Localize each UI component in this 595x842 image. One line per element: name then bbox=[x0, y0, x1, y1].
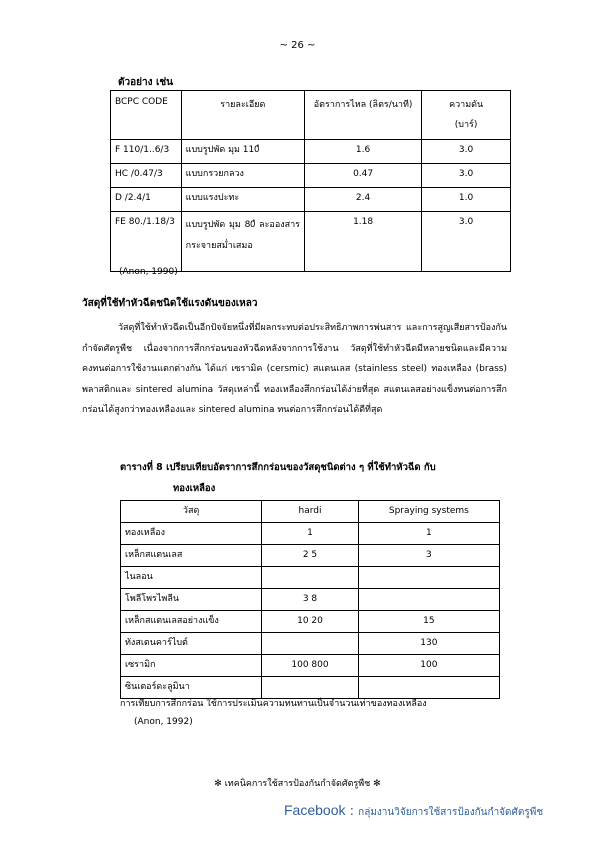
cell-pressure: 1.0 bbox=[422, 188, 511, 212]
example-title: ตัวอย่าง เช่น bbox=[118, 77, 173, 88]
table-header-row bbox=[121, 501, 500, 523]
cell-spraying: 100 bbox=[358, 655, 499, 677]
cell-hardi: 2 5 bbox=[262, 545, 359, 567]
table-row bbox=[121, 611, 500, 633]
header-detail: รายละเอียด bbox=[181, 91, 304, 140]
cell-material: ซินเตอร์ดะลูมินา bbox=[121, 677, 262, 699]
cell-detail: แบบกรวยกลวง bbox=[181, 164, 304, 188]
cell-spraying bbox=[358, 567, 499, 589]
cell-code: F 110/1..6/3 bbox=[111, 140, 182, 164]
cell-material: ทังสเตนคาร์ไบต์ bbox=[121, 633, 262, 655]
table-row bbox=[111, 140, 511, 164]
header-pressure bbox=[422, 91, 511, 140]
cell-material: เหล็กสแตนเลส bbox=[121, 545, 262, 567]
cell-spraying: 3 bbox=[358, 545, 499, 567]
cell-hardi: 3 8 bbox=[262, 589, 359, 611]
nozzle-example-table bbox=[110, 90, 511, 272]
table-note: การเทียบการสึกกร่อน ใช้การประเมินความทนทานเป็นจำนวนเท่าของทองเหลือง bbox=[120, 699, 427, 709]
page-footer: ✻ เทคนิคการใช้สารป้องกันกำจัดศัตรูพืช ✻ bbox=[214, 779, 381, 789]
header-hardi: hardi bbox=[262, 501, 359, 523]
cell-pressure: 3.0 bbox=[422, 164, 511, 188]
cell-material: ทองเหลือง bbox=[121, 523, 262, 545]
facebook-label: Facebook bbox=[284, 802, 346, 818]
cell-spraying: 15 bbox=[358, 611, 499, 633]
table-caption: ตารางที่ 8 เปรียบเทียบอัตราการสึกกร่อนของวัสดุชนิดต่าง ๆ ที่ใช้ทำหัวฉีด กับ bbox=[120, 462, 436, 473]
header-pressure-line2: (บาร์) bbox=[454, 120, 478, 130]
cell-hardi: 100 800 bbox=[262, 655, 359, 677]
cell-code: HC /0.47/3 bbox=[111, 164, 182, 188]
table-row bbox=[121, 633, 500, 655]
facebook-credit[interactable] bbox=[284, 802, 543, 820]
cell-detail: แบบรูปพัด มุม 80ํ ละอองสารกระจายสม่ำเสมอ bbox=[181, 212, 304, 272]
cell-pressure: 3.0 bbox=[422, 212, 511, 272]
cell-spraying: 1 bbox=[358, 523, 499, 545]
cell-material: เหล็กสแตนเลสอย่างแข็ง bbox=[121, 611, 262, 633]
header-spraying: Spraying systems bbox=[358, 501, 499, 523]
header-code: BCPC CODE bbox=[111, 91, 182, 140]
facebook-separator: : bbox=[345, 804, 359, 819]
header-material: วัสดุ bbox=[121, 501, 262, 523]
table-row bbox=[121, 655, 500, 677]
cell-flow: 0.47 bbox=[305, 164, 422, 188]
section-heading: วัสดุที่ใช้ทำหัวฉีดชนิดใช้แรงดันของเหลว bbox=[82, 298, 258, 309]
cell-spraying: 130 bbox=[358, 633, 499, 655]
table-caption-continued: ทองเหลือง bbox=[173, 483, 216, 494]
body-paragraph: วัสดุที่ใช้ทำหัวฉีดเป็นอีกปัจจัยหนึ่งที่มีผลกระทบต่อประสิทธิภาพการพ่นสาร และการสูญเสียสารป้องกันกำจัดศัตรูพืช เนื่องจากการสึกกร่อนของหัวฉีดหลังจากการใช้งาน วัสดุที่ใช้ทำหัวฉีดมีหลายชนิดและมีความคงทนต่อการใช้งานแตกต่างกัน ได้แก่ เซรามิค (cersmic) สแตนเลส (stainless steel) ทองเหลือง (brass) พลาสติกและ sintered alumina วัสดุเหล่านี้ ทองเหลืองสึกกร่อนได้ง่ายที่สุด สแตนเลสอย่างแข็งทนต่อการสึกกร่อนได้สูงกว่าทองเหลืองและ sintered alumina ทนต่อการสึกกร่อนได้ดีที่สุด bbox=[82, 323, 507, 415]
table-header-row bbox=[111, 91, 511, 140]
table-source: (Anon, 1992) bbox=[134, 717, 193, 727]
cell-code: D /2.4/1 bbox=[111, 188, 182, 212]
cell-detail: แบบแรงปะทะ bbox=[181, 188, 304, 212]
header-pressure-line1: ความดัน bbox=[449, 100, 484, 110]
table-row bbox=[121, 567, 500, 589]
cell-code: FE 80./1.18/3 bbox=[111, 212, 182, 272]
table-row bbox=[121, 545, 500, 567]
cell-flow: 1.18 bbox=[305, 212, 422, 272]
cell-flow: 2.4 bbox=[305, 188, 422, 212]
cell-material: เซรามิก bbox=[121, 655, 262, 677]
cell-hardi: 1 bbox=[262, 523, 359, 545]
table-row bbox=[111, 188, 511, 212]
cell-material: ไนลอน bbox=[121, 567, 262, 589]
cell-pressure: 3.0 bbox=[422, 140, 511, 164]
cell-detail: แบบรูปพัด มุม 110ํ bbox=[181, 140, 304, 164]
table-row bbox=[121, 589, 500, 611]
header-flow: อัตราการไหล (ลิตร/นาที) bbox=[305, 91, 422, 140]
table-row bbox=[111, 164, 511, 188]
cell-hardi bbox=[262, 567, 359, 589]
page-number: ~ 26 ~ bbox=[279, 40, 316, 51]
cell-spraying bbox=[358, 589, 499, 611]
table-row bbox=[111, 212, 511, 272]
cell-hardi bbox=[262, 633, 359, 655]
table-row bbox=[121, 523, 500, 545]
cell-hardi: 10 20 bbox=[262, 611, 359, 633]
example-source: (Anon, 1990) bbox=[119, 267, 178, 277]
cell-flow: 1.6 bbox=[305, 140, 422, 164]
cell-material: โพลีโพรไพลีน bbox=[121, 589, 262, 611]
facebook-group-name: กลุ่มงานวิจัยการใช้สารป้องกันกำจัดศัตรูพืช bbox=[358, 807, 544, 818]
wear-rate-table bbox=[120, 500, 500, 699]
